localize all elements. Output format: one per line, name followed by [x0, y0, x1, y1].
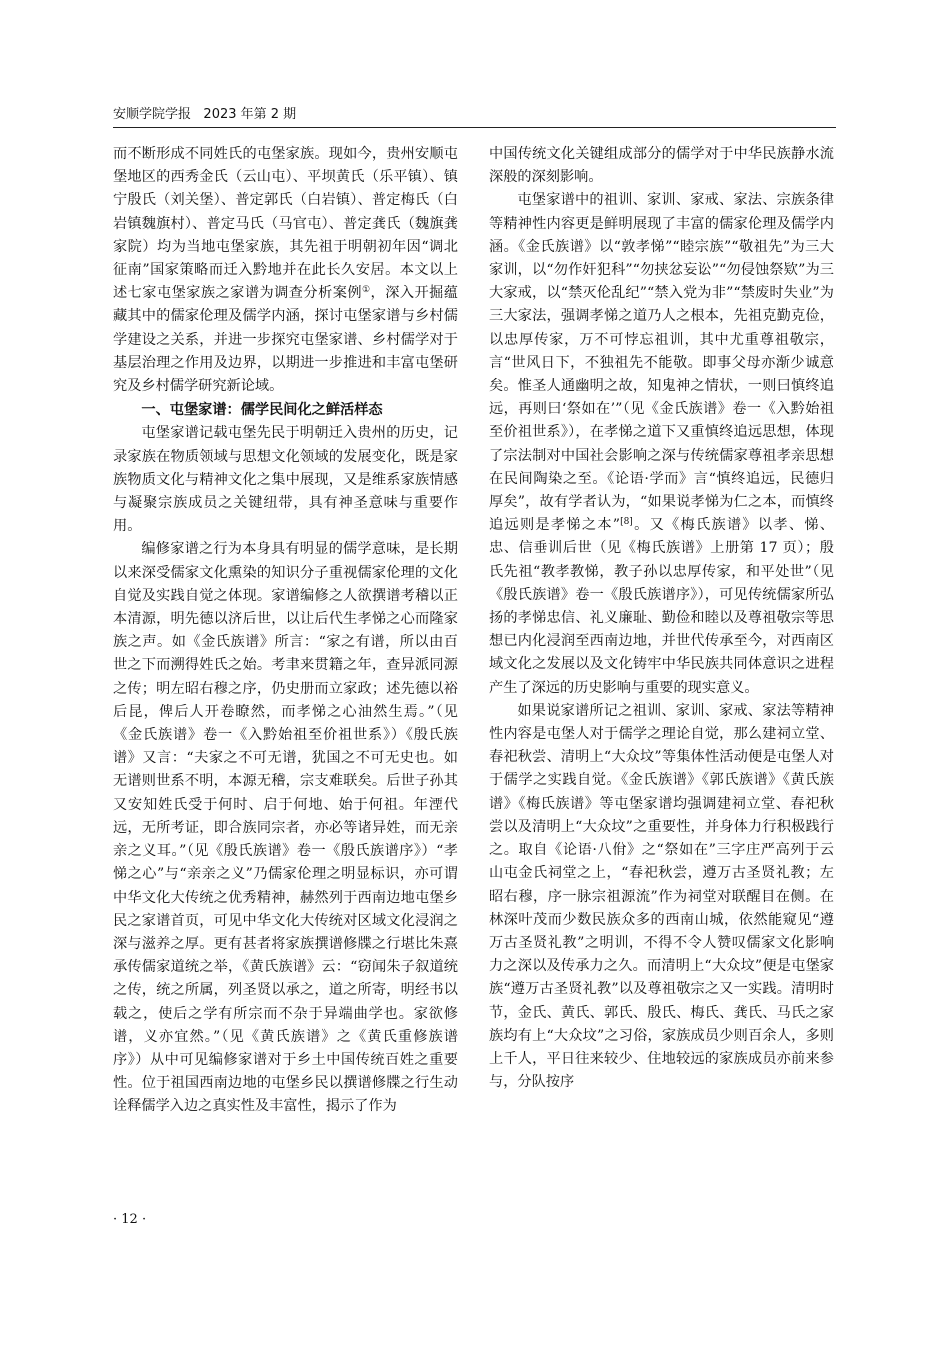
right-column	[489, 143, 834, 1094]
paragraph-text: 而不断形成不同姓氏的屯堡家族。现如今，贵州安顺屯堡地区的西秀金氏（云山屯）、平坝黄氏（乐平镇）、镇宁殷氏（刘关堡）、普定郭氏（白岩镇）、普定梅氏（白岩镇魏旗村）、普定马氏（马官屯）、普定龚氏（魏旗龚家院）均为当地屯堡家族，其先祖于明朝初年因“调北征南”国家策略而迁入黔地并在此长久安居。本文以上述七家屯堡家族之家谱为调查分析案例	[113, 146, 458, 302]
paragraph	[113, 143, 458, 398]
paragraph	[489, 189, 834, 699]
paragraph-text: ，深入开掘蕴藏其中的儒家伦理及儒学内涵，探讨屯堡家谱与乡村儒学建设之关系，并进一步探究屯堡家谱、乡村儒学对于基层治理之作用及边界，以期进一步推进和丰富屯堡研究及乡村儒学研究新论域。	[113, 285, 458, 395]
paragraph: 编修家谱之行为本身具有明显的儒学意味，是长期以来深受儒家文化熏染的知识分子重视儒家伦理的文化自觉及实践自觉之体现。家谱编修之人欲撰谱考稽以正本清源，明先德以济后世，以让后代生孝悌之心而隆家族之声。如《金氏族谱》所言：“家之有谱，所以由百世之下而溯得姓氏之始。考聿来贯籍之年，查异派同源之传；明左昭右穆之序，仍史册而立家政；述先德以裕后昆，俾后人开卷瞭然，而孝悌之心油然生焉。”（见《金氏族谱》卷一《入黔始祖至价祖世系》）《殷氏族谱》又言：“夫家之不可无谱，犹国之不可无史也。如无谱则世系不明，本源无稽，宗支难联矣。后世子孙其又安知姓氏受于何时、启于何地、始于何祖。年湮代远，无所考证，即合族同宗者，亦必等诸异姓，而无亲亲之义耳。”（见《殷氏族谱》卷一《殷氏族谱序》）“孝悌之心”与“亲亲之义”乃儒家伦理之明显标识，亦可谓中华文化大传统之优秀精神，赫然列于西南边地屯堡乡民之家谱首页，可见中华文化大传统对区域文化浸润之深与滋养之厚。更有甚者将家族撰谱修牒之行堪比朱熹承传儒家道统之举，《黄氏族谱》云：“窃闻朱子叙道统之传，统之所属，列圣贤以承之，道之所寄，明经书以载之，使后之学有所宗而不杂于异端曲学也。家欲修谱，义亦宜然。”（见《黄氏族谱》之《黄氏重修族谱序》）从中可见编修家谱对于乡土中国传统百姓之重要性。位于祖国西南边地的屯堡乡民以撰谱修牒之行生动诠释儒学入边之真实性及丰富性，揭示了作为	[113, 541, 458, 1115]
paragraph-text: 屯堡家谱中的祖训、家训、家戒、家法、宗族条律等精神性内容更是鲜明展现了丰富的儒家伦理及儒学内涵。《金氏族谱》以“敦孝悌”“睦宗族”“敬祖先”为三大家训，以“勿作奸犯科”“勿挟忿妄讼”“勿侵蚀祭欵”为三大家戒，以“禁灭伦乱纪”“禁入党为非”“禁废时失业”为三大家法，强调孝悌之道乃人之根本，先祖克勤克俭，以忠厚传家，万不可悖忘祖训，其中尤重尊祖敬宗，言“世风日下，不独祖先不能敬。即事父母亦渐少诚意矣。惟圣人通幽明之故，知鬼神之情状，一则曰慎终追远，再则曰‘祭如在’”（见《金氏族谱》卷一《入黔始祖至价祖世系》），在孝悌之道下又重慎终追远思想，体现了宗法制对中国社会影响之深与传统儒家尊祖孝亲思想在民间陶染之至。《论语·学而》言“慎终追远，民德归厚矣”，故有学者认为，“如果说孝悌为仁之本，而慎终追远则是孝悌之本”	[489, 192, 834, 534]
section-heading: 一、屯堡家谱：儒学民间化之鲜活样态	[141, 402, 383, 419]
page-number: · 12 ·	[113, 1212, 147, 1227]
citation-marker: [8]	[620, 517, 633, 528]
paragraph: 如果说家谱所记之祖训、家训、家戒、家法等精神性内容是屯堡人对于儒学之理论自觉，那么建祠立堂、春祀秋尝、清明上“大众坟”等集体性活动便是屯堡人对于儒学之实践自觉。《金氏族谱》《郭氏族谱》《黄氏族谱》《梅氏族谱》等屯堡家谱均强调建祠立堂、春祀秋尝以及清明上“大众坟”之重要性，并身体力行积极践行之。取自《论语·八佾》之“祭如在”三字庄严高列于云山屯金氏祠堂之上，“春祀秋尝，遵万古圣贤礼教；左昭右穆，序一脉宗祖源流”作为祠堂对联醒目在侧。在林深叶茂而少数民族众多的西南山城，依然能窥见“遵万古圣贤礼教”之明训，不得不令人赞叹儒家文化影响力之深以及传承力之久。而清明上“大众坟”便是屯堡家族“遵万古圣贤礼教”以及尊祖敬宗之又一实践。清明时节，金氏、黄氏、郭氏、殷氏、梅氏、龚氏、马氏之家族均有上“大众坟”之习俗，家族成员少则百余人，多则上千人，平日往来较少、住地较远的家族成员亦前来参与，分队按序	[489, 702, 834, 1091]
paragraph: 中国传统文化关键组成部分的儒学对于中华民族静水流深般的深刻影响。	[489, 146, 834, 186]
paragraph: 屯堡家谱记载屯堡先民于明朝迁入贵州的历史，记录家族在物质领域与思想文化领域的发展变化，既是家族物质文化与精神文化之集中展现，又是维系家族情感与凝聚宗族成员之关键纽带，具有神圣意味与重要作用。	[113, 425, 458, 535]
journal-name: 安顺学院学报	[113, 107, 192, 122]
paragraph-text: 。又《梅氏族谱》以孝、悌、忠、信垂训后世（见《梅氏族谱》上册第 17 页）；殷氏先祖“教孝教悌，教子孙以忠厚传家，和平处世”（见《殷氏族谱》卷一《殷氏族谱序》），可见传统儒家所弘扬的孝悌忠信、礼义廉耻、勤俭和睦以及尊祖敬宗等思想已内化浸润至西南边地，并世代传承至今，对西南区域文化之发展以及文化铸牢中华民族共同体意识之进程产生了深远的历史影响与重要的现实意义。	[489, 517, 834, 696]
footnote-marker: ①	[362, 285, 371, 296]
running-header	[113, 103, 836, 122]
left-column	[113, 143, 458, 1119]
issue-label: 2023 年第 2 期	[203, 107, 297, 122]
header-rule	[113, 127, 836, 128]
